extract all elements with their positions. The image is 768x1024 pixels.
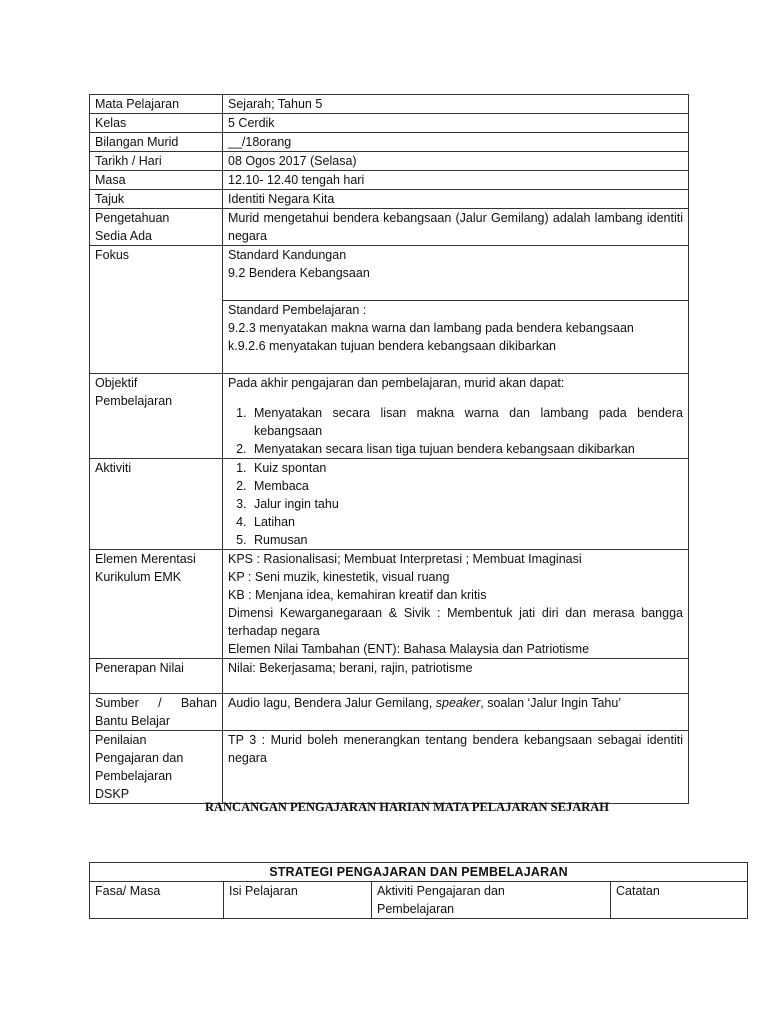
label-prior-line-2: Sedia Ada <box>95 229 152 243</box>
label-assessment-line-4: DSKP <box>95 787 130 801</box>
label-resources-line-1: Sumber / Bahan <box>95 696 217 710</box>
label-topic: Tajuk <box>90 190 223 209</box>
value-date: 08 Ogos 2017 (Selasa) <box>223 152 689 171</box>
cross-kps: KPS : Rasionalisasi; Membuat Interpretasi ; Membuat Imaginasi <box>228 552 582 566</box>
row-subject <box>90 95 689 114</box>
label-assessment-line-2: Pengajaran dan <box>95 751 184 765</box>
label-activities: Aktiviti <box>90 459 223 550</box>
label-focus: Fokus <box>90 246 223 374</box>
activity-list <box>228 459 683 549</box>
content-standard: 9.2 Bendera Kebangsaan <box>228 266 370 280</box>
objective-item: 2. Menyatakan secara lisan tiga tujuan bendera kebangsaan dikibarkan <box>250 440 683 458</box>
row-objective <box>90 374 689 459</box>
value-topic: Identiti Negara Kita <box>223 190 689 209</box>
cross-dimension: Dimensi Kewarganegaraan & Sivik : Membentuk jati diri dan merasa bangga terhadap negara <box>228 606 683 638</box>
row-cross-curriculum <box>90 550 689 659</box>
label-class: Kelas <box>90 114 223 133</box>
label-students: Bilangan Murid <box>90 133 223 152</box>
value-class: 5 Cerdik <box>223 114 689 133</box>
learning-standard-title: Standard Pembelajaran : <box>223 300 688 319</box>
value-prior-knowledge: Murid mengetahui bendera kebangsaan (Jalur Gemilang) adalah lambang identiti negara <box>223 209 689 246</box>
lesson-plan-table <box>89 94 689 804</box>
value-time: 12.10- 12.40 tengah hari <box>223 171 689 190</box>
label-prior-line-1: Pengetahuan <box>95 211 170 225</box>
label-assessment <box>90 731 223 804</box>
activity-item: 5. Rumusan <box>250 531 683 549</box>
row-values <box>90 659 689 694</box>
label-resources <box>90 694 223 731</box>
strategy-table <box>89 862 748 919</box>
resources-text-1: Audio lagu, Bendera Jalur Gemilang, <box>228 696 436 710</box>
row-activities <box>90 459 689 550</box>
row-focus <box>90 246 689 374</box>
col-activity-line-2: Pembelajaran <box>377 902 455 916</box>
label-resources-line-2: Bantu Belajar <box>95 714 171 728</box>
cross-kp: KP : Seni muzik, kinestetik, visual ruang <box>228 570 450 584</box>
col-activity <box>372 882 611 919</box>
document-title: RANCANGAN PENGAJARAN HARIAN MATA PELAJARAN SEJARAH <box>204 800 610 814</box>
value-students: __/18orang <box>223 133 689 152</box>
label-cross-curriculum <box>90 550 223 659</box>
label-cross-line-2: Kurikulum EMK <box>95 570 182 584</box>
row-prior-knowledge <box>90 209 689 246</box>
objective-list <box>228 404 683 458</box>
resources-text-speaker: speaker <box>435 696 481 710</box>
strategy-title: STRATEGI PENGAJARAN DAN PEMBELAJARAN <box>90 863 748 882</box>
content-standard-title: Standard Kandungan <box>228 248 347 262</box>
row-class <box>90 114 689 133</box>
col-content: Isi Pelajaran <box>224 882 372 919</box>
learning-standard-1: 9.2.3 menyatakan makna warna dan lambang pada bendera kebangsaan <box>228 321 634 335</box>
label-time: Masa <box>90 171 223 190</box>
strategy-title-row <box>90 863 748 882</box>
cross-kb: KB : Menjana idea, kemahiran kreatif dan kritis <box>228 588 487 602</box>
value-cross-curriculum <box>223 550 689 659</box>
cross-ent: Elemen Nilai Tambahan (ENT): Bahasa Malaysia dan Patriotisme <box>228 642 590 656</box>
value-resources <box>223 694 689 731</box>
resources-text-2: , soalan ‘Jalur Ingin Tahu’ <box>480 696 622 710</box>
label-objective-line-2: Pembelajaran <box>95 394 173 408</box>
label-subject: Mata Pelajaran <box>90 95 223 114</box>
row-date <box>90 152 689 171</box>
label-values: Penerapan Nilai <box>90 659 223 694</box>
label-assessment-line-1: Penilaian <box>95 733 147 747</box>
label-objective <box>90 374 223 459</box>
value-objective <box>223 374 689 459</box>
activity-item: 3. Jalur ingin tahu <box>250 495 683 513</box>
row-topic <box>90 190 689 209</box>
row-resources <box>90 694 689 731</box>
row-students <box>90 133 689 152</box>
col-activity-line-1: Aktiviti Pengajaran dan <box>377 884 505 898</box>
activity-item: 4. Latihan <box>250 513 683 531</box>
learning-standard-2: k.9.2.6 menyatakan tujuan bendera kebangsaan dikibarkan <box>228 339 557 353</box>
value-activities <box>223 459 689 550</box>
col-notes: Catatan <box>611 882 748 919</box>
objective-intro: Pada akhir pengajaran dan pembelajaran, murid akan dapat: <box>228 376 565 390</box>
value-assessment: TP 3 : Murid boleh menerangkan tentang bendera kebangsaan sebagai identiti negara <box>223 731 689 804</box>
label-prior-knowledge <box>90 209 223 246</box>
strategy-header-row <box>90 882 748 919</box>
label-cross-line-1: Elemen Merentasi <box>95 552 196 566</box>
value-values: Nilai: Bekerjasama; berani, rajin, patriotisme <box>223 659 689 694</box>
label-date: Tarikh / Hari <box>90 152 223 171</box>
label-assessment-line-3: Pembelajaran <box>95 769 173 783</box>
row-assessment <box>90 731 689 804</box>
row-time <box>90 171 689 190</box>
activity-item: 2. Membaca <box>250 477 683 495</box>
activity-item: 1. Kuiz spontan <box>250 459 683 477</box>
label-objective-line-1: Objektif <box>95 376 138 390</box>
value-subject: Sejarah; Tahun 5 <box>223 95 689 114</box>
col-phase: Fasa/ Masa <box>90 882 224 919</box>
value-focus <box>223 246 689 374</box>
objective-item: 1. Menyatakan secara lisan makna warna dan lambang pada bendera kebangsaan <box>250 404 683 440</box>
